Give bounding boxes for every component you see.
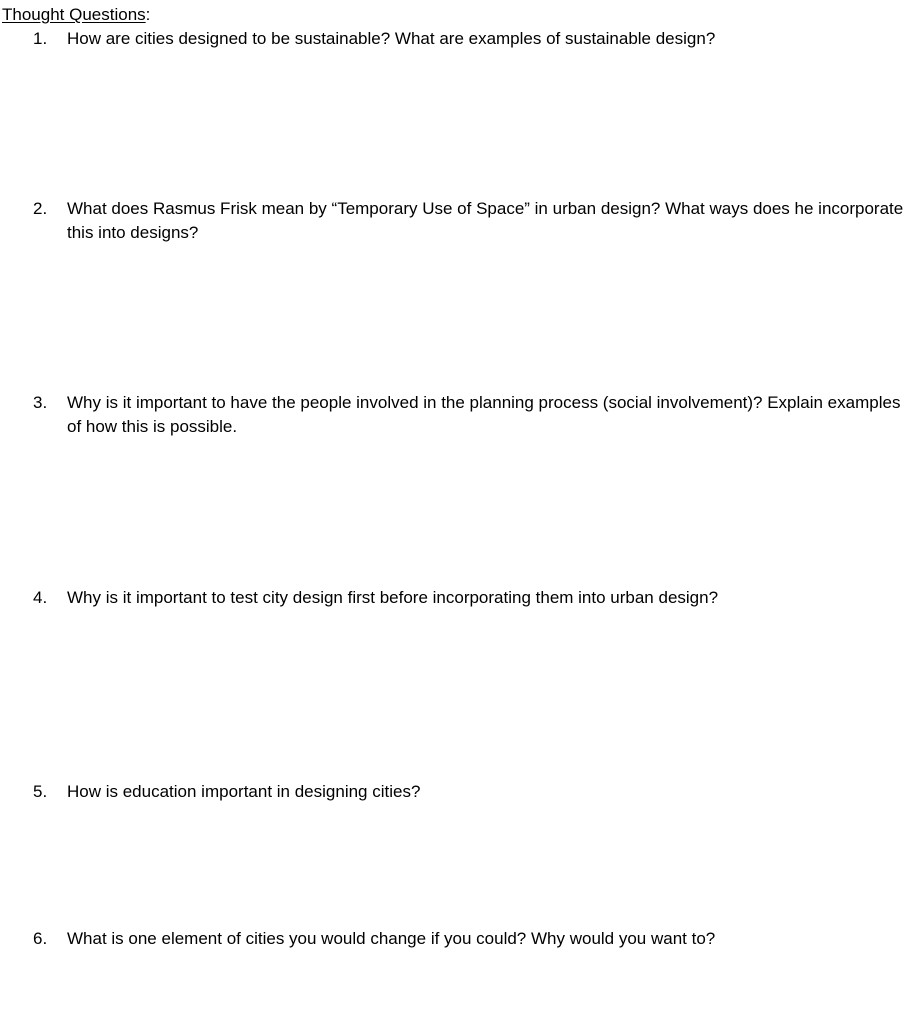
question-number: 6. — [33, 929, 48, 948]
question-text: How are cities designed to be sustainable? What are examples of sustainable design? — [67, 29, 716, 48]
section-heading — [2, 3, 150, 27]
question-number: 5. — [33, 782, 48, 801]
question-text: Why is it important to test city design first before incorporating them into urban design? — [67, 588, 719, 607]
question-number: 3. — [33, 393, 48, 412]
question-number: 1. — [33, 29, 48, 48]
question-text: Why is it important to have the people involved in the planning process (social involvement)? Explain examples of how this is possible. — [67, 393, 901, 436]
question-number: 4. — [33, 588, 48, 607]
question-text: How is education important in designing cities? — [67, 782, 421, 801]
question-text: What is one element of cities you would change if you could? Why would you want to? — [67, 929, 716, 948]
question-text: What does Rasmus Frisk mean by “Temporary Use of Space” in urban design? What ways does he incorporate this into designs? — [67, 199, 904, 242]
section-heading-colon: : — [145, 5, 151, 24]
question-number: 2. — [33, 199, 48, 218]
section-heading-title: Thought Questions — [2, 5, 146, 24]
